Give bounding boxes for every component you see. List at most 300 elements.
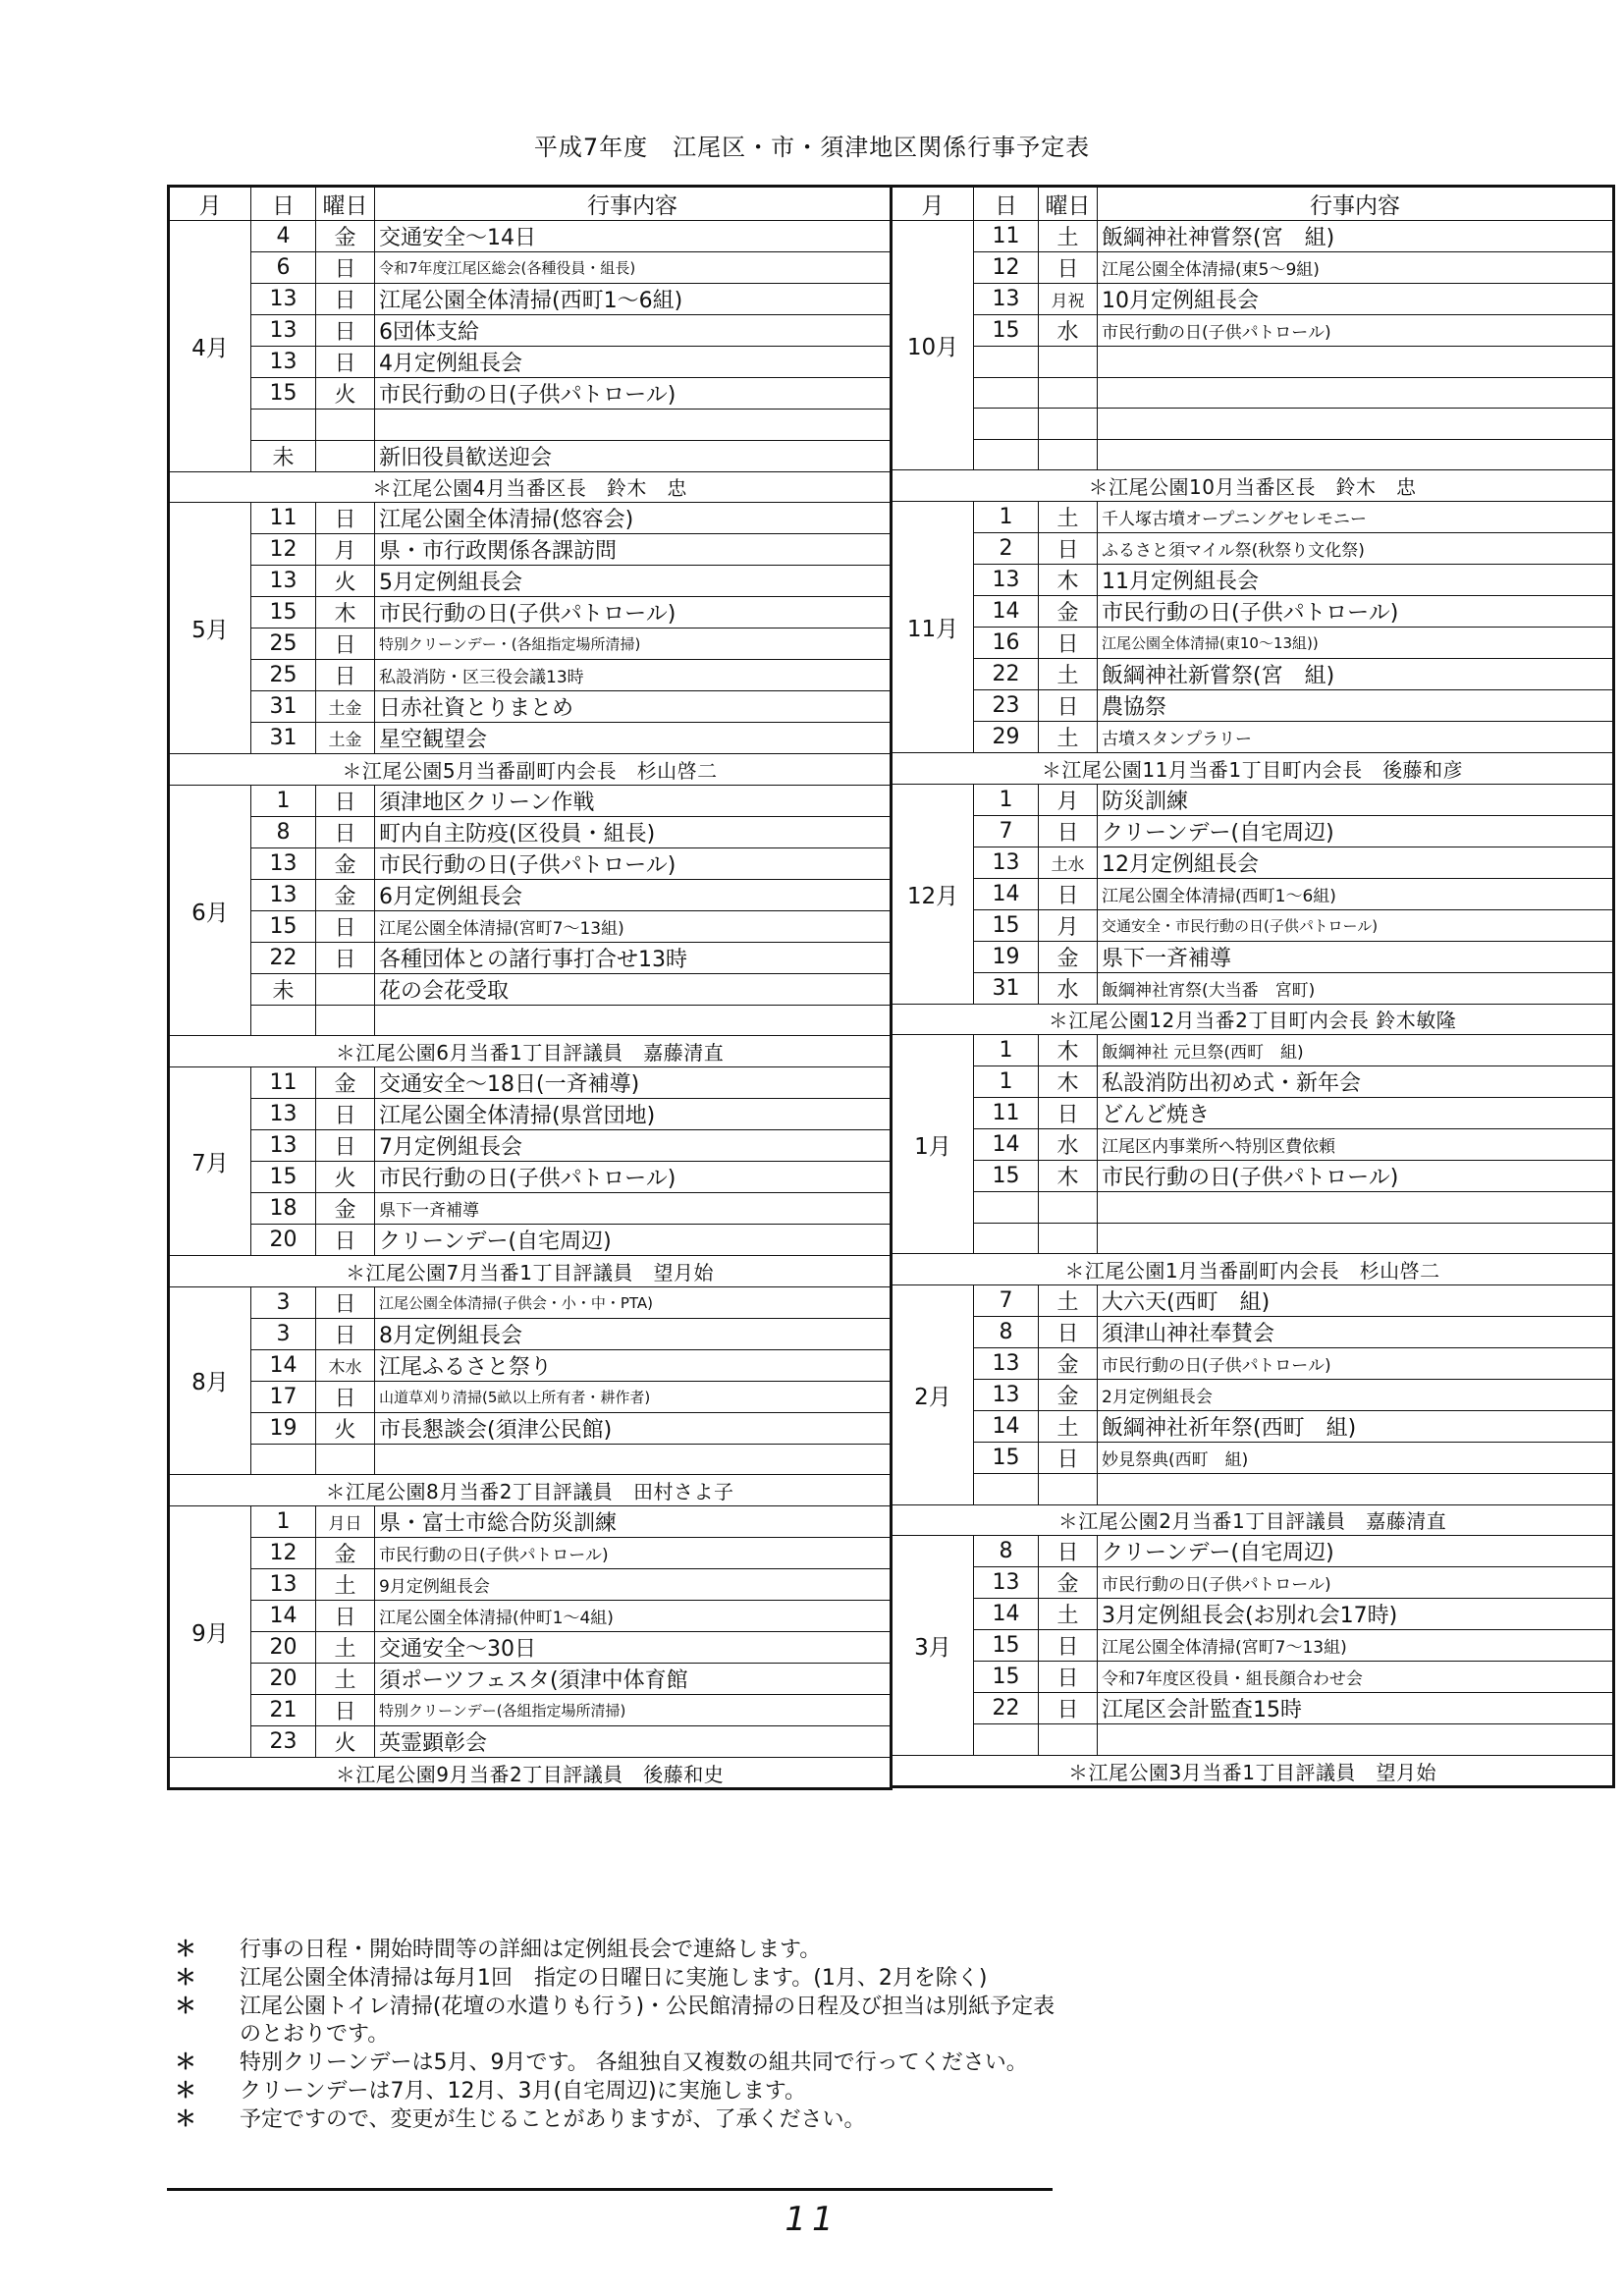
table-row	[892, 847, 1614, 878]
table-row	[169, 1631, 892, 1663]
weekday-cell: 水	[1039, 315, 1098, 347]
table-row	[169, 660, 892, 691]
table-row	[169, 1192, 892, 1224]
event-cell: 10月定例組長会	[1098, 284, 1614, 315]
event-cell: 3月定例組長会(お別れ会17時)	[1098, 1599, 1614, 1630]
weekday-cell: 日	[316, 1600, 375, 1631]
event-cell: 飯綱神社祈年祭(西町 組)	[1098, 1410, 1614, 1442]
table-row	[169, 973, 892, 1005]
weekday-cell	[1039, 377, 1098, 409]
table-row	[169, 347, 892, 378]
event-cell: 千人塚古墳オープニングセレモニー	[1098, 501, 1614, 532]
weekday-cell: 日	[316, 347, 375, 378]
event-cell: 市民行動の日(子供パトロール)	[1098, 1567, 1614, 1599]
event-cell: 市民行動の日(子供パトロール)	[1098, 1161, 1614, 1192]
weekday-cell: 土金	[316, 723, 375, 754]
table-row	[892, 909, 1614, 941]
day-cell: 14	[251, 1349, 316, 1381]
weekday-cell	[1039, 1724, 1098, 1756]
weekday-cell: 日	[316, 910, 375, 942]
event-cell: 交通安全・市民行動の日(子供パトロール)	[1098, 909, 1614, 941]
table-header-row	[169, 187, 892, 221]
event-cell: 9月定例組長会	[375, 1568, 892, 1600]
day-cell: 23	[974, 689, 1039, 721]
day-cell: 1	[974, 1066, 1039, 1098]
day-cell: 19	[974, 941, 1039, 972]
table-header-row	[892, 187, 1614, 221]
day-cell: 20	[251, 1224, 316, 1255]
event-cell: 飯綱神社神嘗祭(宮 組)	[1098, 221, 1614, 252]
day-cell	[974, 347, 1039, 378]
weekday-cell: 月祝	[1039, 284, 1098, 315]
month-cell: 5月	[169, 503, 251, 754]
event-cell: 私設消防出初め式・新年会	[1098, 1066, 1614, 1098]
duty-row	[892, 1004, 1614, 1035]
day-cell: 6	[251, 252, 316, 284]
day-cell: 18	[251, 1192, 316, 1224]
event-cell: 江尾公園全体清掃(東10～13組))	[1098, 627, 1614, 658]
day-cell: 11	[251, 503, 316, 534]
day-cell: 1	[974, 1035, 1039, 1066]
weekday-cell: 日	[316, 503, 375, 534]
day-cell: 13	[974, 1347, 1039, 1379]
weekday-cell: 土	[1039, 658, 1098, 689]
day-cell: 4	[251, 221, 316, 252]
note-item	[175, 1994, 1055, 2022]
table-row	[169, 440, 892, 471]
event-cell: 町内自主防疫(区役員・組長)	[375, 816, 892, 847]
day-cell: 22	[251, 942, 316, 973]
event-cell: 江尾公園全体清掃(宮町7～13組)	[1098, 1630, 1614, 1662]
weekday-cell: 日	[316, 284, 375, 315]
weekday-cell: 土	[1039, 721, 1098, 752]
note-text: 行事の日程・開始時間等の詳細は定例組長会で連絡します。	[240, 1938, 822, 1962]
table-row	[169, 691, 892, 723]
duty-cell: ＊江尾公園2月当番1丁目評議員 嘉藤清直	[892, 1504, 1614, 1536]
weekday-cell: 火	[316, 566, 375, 597]
table-row	[169, 410, 892, 441]
weekday-cell: 水	[1039, 1129, 1098, 1161]
event-cell	[1098, 409, 1614, 440]
table-row	[169, 503, 892, 534]
table-row	[169, 597, 892, 628]
note-bullet: ＊	[175, 1965, 197, 1991]
event-cell: 花の会花受取	[375, 973, 892, 1005]
table-row	[892, 347, 1614, 378]
day-cell: 13	[251, 566, 316, 597]
header-weekday: 曜日	[1039, 187, 1098, 221]
day-cell: 未	[251, 973, 316, 1005]
event-cell: 須津山神社奉賛会	[1098, 1316, 1614, 1347]
header-event: 行事内容	[1098, 187, 1614, 221]
day-cell: 未	[251, 440, 316, 471]
event-cell: 県下一斉補導	[375, 1192, 892, 1224]
day-cell: 2	[974, 532, 1039, 564]
table-row	[892, 1693, 1614, 1724]
event-cell	[1098, 1192, 1614, 1224]
day-cell: 15	[974, 909, 1039, 941]
weekday-cell: 火	[316, 1412, 375, 1444]
schedule-table-left	[167, 185, 893, 1790]
table-row	[892, 878, 1614, 909]
table-row	[169, 910, 892, 942]
table-row	[169, 534, 892, 566]
weekday-cell: 日	[316, 628, 375, 660]
duty-row	[892, 1504, 1614, 1536]
duty-cell: ＊江尾公園8月当番2丁目評議員 田村さよ子	[169, 1475, 892, 1506]
note-text: 江尾公園全体清掃は毎月1回 指定の日曜日に実施します。(1月、2月を除く)	[240, 1965, 988, 1991]
duty-row	[892, 1755, 1614, 1787]
event-cell: 交通安全～14日	[375, 221, 892, 252]
table-row	[892, 1473, 1614, 1504]
day-cell: 13	[251, 284, 316, 315]
day-cell: 29	[974, 721, 1039, 752]
weekday-cell: 金	[1039, 941, 1098, 972]
weekday-cell	[316, 973, 375, 1005]
note-bullet: ＊	[175, 1938, 197, 1962]
day-cell: 15	[251, 378, 316, 410]
table-row	[169, 221, 892, 252]
weekday-cell	[1039, 1473, 1098, 1504]
table-row	[892, 721, 1614, 752]
table-row	[169, 1098, 892, 1129]
event-cell: 6団体支給	[375, 315, 892, 347]
day-cell: 12	[974, 252, 1039, 284]
weekday-cell: 火	[316, 378, 375, 410]
table-row	[892, 1192, 1614, 1224]
event-cell: 11月定例組長会	[1098, 564, 1614, 595]
day-cell: 15	[974, 1630, 1039, 1662]
page-number: 11	[785, 2200, 839, 2239]
weekday-cell: 月	[316, 534, 375, 566]
table-row	[892, 627, 1614, 658]
month-cell: 3月	[892, 1536, 974, 1756]
day-cell: 22	[974, 1693, 1039, 1724]
day-cell: 13	[974, 1379, 1039, 1410]
weekday-cell	[316, 1444, 375, 1475]
table-row	[169, 1349, 892, 1381]
weekday-cell	[316, 440, 375, 471]
weekday-cell: 土金	[316, 691, 375, 723]
weekday-cell: 日	[316, 252, 375, 284]
event-cell: 市民行動の日(子供パトロール)	[375, 597, 892, 628]
table-row	[892, 1536, 1614, 1567]
page-title: 平成7年度 江尾区・市・須津地区関係行事予定表	[533, 134, 1091, 161]
note-item	[175, 2021, 1055, 2049]
note-bullet: ＊	[175, 2078, 197, 2104]
weekday-cell: 日	[1039, 1630, 1098, 1662]
event-cell: 江尾公園全体清掃(西町1～6組)	[375, 284, 892, 315]
event-cell: 交通安全～18日(一斉補導)	[375, 1066, 892, 1098]
duty-row	[892, 1254, 1614, 1285]
day-cell: 12	[251, 534, 316, 566]
duty-cell: ＊江尾公園11月当番1丁目町内会長 後藤和彦	[892, 752, 1614, 784]
weekday-cell	[1039, 439, 1098, 470]
day-cell: 1	[251, 785, 316, 816]
weekday-cell: 金	[1039, 1567, 1098, 1599]
day-cell: 8	[974, 1536, 1039, 1567]
weekday-cell	[1039, 409, 1098, 440]
weekday-cell: 日	[1039, 532, 1098, 564]
day-cell: 11	[974, 1098, 1039, 1129]
day-cell: 11	[974, 221, 1039, 252]
table-row	[892, 815, 1614, 847]
weekday-cell: 土	[1039, 221, 1098, 252]
weekday-cell: 金	[316, 847, 375, 879]
event-cell: 市民行動の日(子供パトロール)	[375, 378, 892, 410]
day-cell: 22	[974, 658, 1039, 689]
event-cell: 5月定例組長会	[375, 566, 892, 597]
event-cell: 山道草刈り清掃(5畝以上所有者・耕作者)	[375, 1381, 892, 1412]
day-cell: 20	[251, 1663, 316, 1694]
weekday-cell	[316, 410, 375, 441]
day-cell: 15	[974, 315, 1039, 347]
table-row	[892, 252, 1614, 284]
month-cell: 9月	[169, 1505, 251, 1757]
weekday-cell	[1039, 1192, 1098, 1224]
table-row	[892, 1567, 1614, 1599]
event-cell: 市民行動の日(子供パトロール)	[1098, 595, 1614, 627]
weekday-cell: 月	[1039, 909, 1098, 941]
event-cell: どんど焼き	[1098, 1098, 1614, 1129]
header-month: 月	[169, 187, 251, 221]
weekday-cell: 日	[316, 785, 375, 816]
duty-row	[892, 752, 1614, 784]
table-row	[169, 723, 892, 754]
note-bullet: ＊	[175, 1994, 197, 2019]
weekday-cell: 木水	[316, 1349, 375, 1381]
day-cell: 7	[974, 815, 1039, 847]
weekday-cell: 木	[316, 597, 375, 628]
day-cell: 15	[974, 1442, 1039, 1473]
event-cell: 市長懇談会(須津公民館)	[375, 1412, 892, 1444]
day-cell	[974, 1192, 1039, 1224]
day-cell: 12	[251, 1537, 316, 1568]
month-cell: 11月	[892, 501, 974, 752]
day-cell: 25	[251, 660, 316, 691]
day-cell	[974, 409, 1039, 440]
weekday-cell: 金	[316, 1192, 375, 1224]
table-row	[892, 658, 1614, 689]
day-cell	[974, 1473, 1039, 1504]
header-month: 月	[892, 187, 974, 221]
table-row	[169, 252, 892, 284]
event-cell: 須ポーツフェスタ(須津中体育館	[375, 1663, 892, 1694]
weekday-cell: 日	[316, 660, 375, 691]
event-cell: 市民行動の日(子供パトロール)	[375, 1161, 892, 1192]
table-row	[892, 315, 1614, 347]
header-day: 日	[251, 187, 316, 221]
weekday-cell: 木	[1039, 564, 1098, 595]
event-cell: 江尾ふるさと祭り	[375, 1349, 892, 1381]
table-row	[169, 942, 892, 973]
duty-cell: ＊江尾公園5月当番副町内会長 杉山啓二	[169, 754, 892, 786]
day-cell: 16	[974, 627, 1039, 658]
weekday-cell: 日	[1039, 1098, 1098, 1129]
table-row	[169, 1444, 892, 1475]
table-row	[892, 1410, 1614, 1442]
weekday-cell: 日	[316, 816, 375, 847]
event-cell: 交通安全～30日	[375, 1631, 892, 1663]
event-cell: クリーンデー(自宅周辺)	[375, 1224, 892, 1255]
day-cell: 13	[974, 284, 1039, 315]
day-cell: 1	[251, 1505, 316, 1537]
table-row	[169, 1381, 892, 1412]
weekday-cell: 金	[1039, 595, 1098, 627]
note-text: 予定ですので、変更が生じることがありますが、了承ください。	[240, 2106, 866, 2132]
event-cell: 2月定例組長会	[1098, 1379, 1614, 1410]
table-row	[892, 284, 1614, 315]
event-cell: クリーンデー(自宅周辺)	[1098, 1536, 1614, 1567]
event-cell: 特別クリーンデー(各組指定場所清掃)	[375, 1694, 892, 1725]
table-row	[892, 1599, 1614, 1630]
day-cell: 11	[251, 1066, 316, 1098]
event-cell: 妙見祭典(西町 組)	[1098, 1442, 1614, 1473]
day-cell: 3	[251, 1318, 316, 1349]
day-cell: 13	[251, 1098, 316, 1129]
table-row	[169, 1129, 892, 1161]
table-row	[169, 315, 892, 347]
table-row	[169, 785, 892, 816]
month-cell: 8月	[169, 1286, 251, 1475]
table-row	[892, 1161, 1614, 1192]
table-row	[169, 847, 892, 879]
duty-row	[169, 1036, 892, 1067]
weekday-cell: 水	[1039, 972, 1098, 1004]
table-row	[892, 1442, 1614, 1473]
duty-cell: ＊江尾公園1月当番副町内会長 杉山啓二	[892, 1254, 1614, 1285]
event-cell: 江尾公園全体清掃(悠容会)	[375, 503, 892, 534]
table-row	[169, 378, 892, 410]
event-cell: 県・市行政関係各課訪問	[375, 534, 892, 566]
table-row	[169, 1286, 892, 1318]
note-item	[175, 2106, 1055, 2135]
weekday-cell: 木	[1039, 1035, 1098, 1066]
day-cell: 13	[251, 315, 316, 347]
day-cell: 15	[251, 1161, 316, 1192]
weekday-cell: 火	[316, 1725, 375, 1757]
weekday-cell: 日	[316, 1318, 375, 1349]
event-cell	[1098, 1473, 1614, 1504]
duty-cell: ＊江尾公園3月当番1丁目評議員 望月始	[892, 1755, 1614, 1787]
event-cell	[1098, 1724, 1614, 1756]
duty-cell: ＊江尾公園7月当番1丁目評議員 望月始	[169, 1255, 892, 1286]
weekday-cell: 土	[316, 1631, 375, 1663]
weekday-cell: 日	[316, 1224, 375, 1255]
weekday-cell: 日	[316, 1381, 375, 1412]
event-cell	[375, 1005, 892, 1036]
event-cell	[1098, 347, 1614, 378]
day-cell: 13	[251, 1129, 316, 1161]
duty-cell: ＊江尾公園12月当番2丁目町内会長 鈴木敏隆	[892, 1004, 1614, 1035]
table-row	[169, 816, 892, 847]
note-bullet: ＊	[175, 2106, 197, 2132]
month-cell: 2月	[892, 1284, 974, 1504]
table-row	[169, 284, 892, 315]
event-cell	[1098, 377, 1614, 409]
day-cell: 13	[251, 879, 316, 910]
day-cell: 1	[974, 784, 1039, 815]
event-cell: 県・富士市総合防災訓練	[375, 1505, 892, 1537]
day-cell: 14	[974, 1599, 1039, 1630]
day-cell: 17	[251, 1381, 316, 1412]
table-row	[169, 879, 892, 910]
weekday-cell: 月日	[316, 1505, 375, 1537]
event-cell: 江尾公園全体清掃(仲町1～4組)	[375, 1600, 892, 1631]
table-row	[169, 1412, 892, 1444]
table-row	[892, 595, 1614, 627]
event-cell	[1098, 439, 1614, 470]
table-row	[892, 564, 1614, 595]
event-cell: 江尾公園全体清掃(子供会・小・中・PTA)	[375, 1286, 892, 1318]
event-cell: 英霊顕彰会	[375, 1725, 892, 1757]
table-row	[169, 1600, 892, 1631]
weekday-cell: 火	[316, 1161, 375, 1192]
weekday-cell	[1039, 347, 1098, 378]
event-cell: 古墳スタンプラリー	[1098, 721, 1614, 752]
day-cell: 13	[251, 1568, 316, 1600]
day-cell: 14	[974, 1129, 1039, 1161]
weekday-cell: 土	[1039, 1599, 1098, 1630]
event-cell	[375, 410, 892, 441]
day-cell: 13	[974, 847, 1039, 878]
weekday-cell: 日	[1039, 878, 1098, 909]
duty-cell: ＊江尾公園10月当番区長 鈴木 忠	[892, 470, 1614, 502]
event-cell: 7月定例組長会	[375, 1129, 892, 1161]
table-row	[892, 409, 1614, 440]
day-cell: 13	[251, 847, 316, 879]
note-text: 特別クリーンデーは5月、9月です。 各組独自又複数の組共同で行ってください。	[240, 2050, 1028, 2076]
weekday-cell: 日	[1039, 1662, 1098, 1693]
weekday-cell: 土	[316, 1568, 375, 1600]
weekday-cell: 土	[1039, 1410, 1098, 1442]
note-text: 江尾公園トイレ清掃(花壇の水遣りも行う)・公民館清掃の日程及び担当は別紙予定表	[240, 1994, 1056, 2019]
day-cell: 15	[251, 910, 316, 942]
event-cell: 江尾区内事業所へ特別区費依頼	[1098, 1129, 1614, 1161]
event-cell: 防災訓練	[1098, 784, 1614, 815]
duty-row	[169, 1757, 892, 1789]
event-cell: 飯綱神社 元旦祭(西町 組)	[1098, 1035, 1614, 1066]
table-row	[892, 1284, 1614, 1316]
weekday-cell: 土	[1039, 501, 1098, 532]
header-day: 日	[974, 187, 1039, 221]
event-cell: 江尾公園全体清掃(宮町7～13組)	[375, 910, 892, 942]
event-cell: 特別クリーンデー・(各組指定場所清掃)	[375, 628, 892, 660]
duty-row	[169, 1255, 892, 1286]
weekday-cell: 土	[316, 1663, 375, 1694]
day-cell	[251, 410, 316, 441]
weekday-cell	[316, 1005, 375, 1036]
day-cell: 14	[974, 595, 1039, 627]
weekday-cell: 日	[316, 1129, 375, 1161]
weekday-cell: 日	[1039, 1316, 1098, 1347]
day-cell: 31	[251, 723, 316, 754]
day-cell: 19	[251, 1412, 316, 1444]
table-row	[169, 1318, 892, 1349]
event-cell: 6月定例組長会	[375, 879, 892, 910]
table-row	[892, 1129, 1614, 1161]
month-cell: 1月	[892, 1035, 974, 1254]
weekday-cell: 土水	[1039, 847, 1098, 878]
table-row	[892, 1724, 1614, 1756]
event-cell: 8月定例組長会	[375, 1318, 892, 1349]
event-cell: 令和7年度江尾区総会(各種役員・組長)	[375, 252, 892, 284]
day-cell: 14	[974, 1410, 1039, 1442]
table-row	[169, 1663, 892, 1694]
day-cell: 14	[974, 878, 1039, 909]
weekday-cell: 日	[1039, 689, 1098, 721]
event-cell: 12月定例組長会	[1098, 847, 1614, 878]
